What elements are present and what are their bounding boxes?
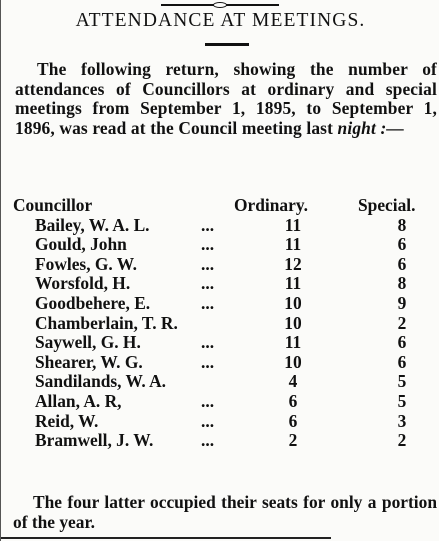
header-councillor: Councillor xyxy=(13,195,93,215)
leader-dots: ... xyxy=(201,273,215,294)
leader-dots: ... xyxy=(201,234,215,255)
leader-dots: ... xyxy=(201,292,215,313)
table-body xyxy=(13,216,437,451)
ordinary-count: 4 xyxy=(288,371,298,392)
special-count: 6 xyxy=(397,234,407,255)
ordinary-count: 11 xyxy=(284,234,302,255)
special-count: 8 xyxy=(397,273,407,294)
councillor-name: Worsfold, H. xyxy=(35,273,131,294)
ordinary-count: 10 xyxy=(284,292,302,313)
ordinary-count: 10 xyxy=(284,351,302,372)
special-count: 2 xyxy=(397,430,407,451)
header-ordinary: Ordinary. xyxy=(234,195,308,215)
special-count: 5 xyxy=(397,390,407,411)
table-header-row xyxy=(13,196,437,216)
ordinary-count: 2 xyxy=(288,430,298,451)
councillor-name: Bramwell, J. W. xyxy=(35,430,154,451)
intro-end-text: night :— xyxy=(337,117,404,138)
special-count: 2 xyxy=(397,312,407,333)
table-row xyxy=(13,372,437,392)
table-row xyxy=(13,412,437,432)
special-count: 6 xyxy=(397,253,407,274)
ordinary-count: 11 xyxy=(284,332,302,353)
leader-dots: ... xyxy=(201,253,215,274)
table-row xyxy=(13,333,437,353)
special-count: 6 xyxy=(397,332,407,353)
table-row xyxy=(13,392,437,412)
intro-text: The following return, showing the number of attendances of Councillors at ordinary and special meetings from September 1, 1895, to September 1, 1896, was read at the Council meeting last xyxy=(15,59,437,138)
bottom-rule xyxy=(1,537,331,539)
leader-dots: ... xyxy=(201,410,215,431)
table-row xyxy=(13,235,437,255)
councillor-name: Shearer, W. G. xyxy=(35,351,143,372)
attendance-table xyxy=(13,196,437,451)
leader-dots: ... xyxy=(201,214,215,235)
ordinary-count: 12 xyxy=(284,253,302,274)
leader-dots: ... xyxy=(201,430,215,451)
table-row xyxy=(13,431,437,451)
councillor-name: Allan, A. R, xyxy=(35,390,122,411)
councillor-name: Saywell, G. H. xyxy=(35,332,141,353)
table-row xyxy=(13,353,437,373)
special-count: 8 xyxy=(397,214,407,235)
table-row xyxy=(13,216,437,236)
leader-dots: ... xyxy=(201,351,215,372)
councillor-name: Sandilands, W. A. xyxy=(35,371,166,392)
table-row xyxy=(13,314,437,334)
footer-text: The four latter occupied their seats for only a portion of the year. xyxy=(13,492,437,532)
special-count: 3 xyxy=(397,410,407,431)
table-row xyxy=(13,255,437,275)
table-row xyxy=(13,274,437,294)
ordinary-count: 6 xyxy=(288,410,298,431)
councillor-name: Bailey, W. A. L. xyxy=(35,214,150,235)
rule-ornament xyxy=(213,2,227,8)
councillor-name: Reid, W. xyxy=(35,410,99,431)
ordinary-count: 11 xyxy=(284,273,302,294)
leader-dots: ... xyxy=(201,390,215,411)
councillor-name: Fowles, G. W. xyxy=(35,253,137,274)
headline: ATTENDANCE AT MEETINGS. xyxy=(75,10,366,31)
ordinary-count: 11 xyxy=(284,214,302,235)
footer-paragraph xyxy=(13,493,437,532)
ornamental-rule xyxy=(161,2,279,8)
ordinary-count: 10 xyxy=(284,312,302,333)
intro-paragraph xyxy=(15,60,437,138)
special-count: 9 xyxy=(397,292,407,313)
ordinary-count: 6 xyxy=(288,390,298,411)
councillor-name: Gould, John xyxy=(35,234,127,255)
special-count: 5 xyxy=(397,371,407,392)
header-special: Special. xyxy=(358,195,416,215)
table-row xyxy=(13,294,437,314)
headline-divider xyxy=(205,43,249,46)
councillor-name: Goodbehere, E. xyxy=(35,292,151,313)
special-count: 6 xyxy=(397,351,407,372)
councillor-name: Chamberlain, T. R. xyxy=(35,312,178,333)
leader-dots: ... xyxy=(201,332,215,353)
